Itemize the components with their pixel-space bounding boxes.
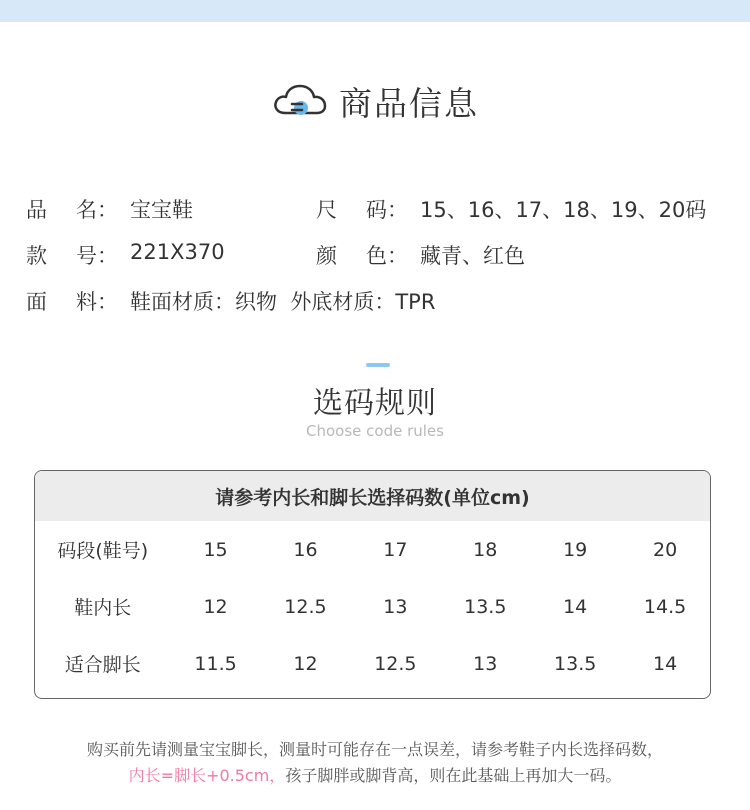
table-cell: 15 bbox=[203, 538, 228, 561]
info-row-2 bbox=[26, 232, 736, 278]
table-cell: 18 bbox=[473, 538, 498, 561]
size-table-caption: 请参考内长和脚长选择码数(单位cm) bbox=[35, 471, 710, 521]
footnote-line-2 bbox=[0, 763, 750, 789]
table-cell: 14 bbox=[652, 652, 678, 675]
footnote-line-2-rest: 孩子脚胖或脚背高，则在此基础上再加大一码。 bbox=[285, 766, 622, 785]
name-label: 品 名： bbox=[26, 198, 118, 222]
color-value: 藏青、红色 bbox=[420, 244, 525, 268]
section-header-product-info bbox=[0, 78, 750, 124]
style-label: 款 号： bbox=[26, 244, 118, 268]
table-cell: 19 bbox=[563, 538, 588, 561]
info-row-1 bbox=[26, 186, 736, 232]
size-value: 15、16、17、18、19、20码 bbox=[420, 198, 707, 222]
table-cell: 12.5 bbox=[284, 595, 327, 618]
table-cell: 11.5 bbox=[194, 652, 237, 675]
cloud-icon bbox=[271, 81, 329, 121]
info-row-3 bbox=[26, 278, 736, 324]
table-cell: 13 bbox=[383, 595, 408, 618]
footnote-highlight: 内长=脚长+0.5cm， bbox=[128, 766, 286, 785]
material-label: 面 料： bbox=[26, 290, 118, 314]
table-row bbox=[35, 521, 710, 578]
rules-subtitle: Choose code rules bbox=[306, 422, 444, 440]
top-decor-band bbox=[0, 0, 750, 22]
name-value: 宝宝鞋 bbox=[130, 198, 193, 222]
table-cell: 13 bbox=[473, 652, 498, 675]
style-value: 221X370 bbox=[130, 240, 225, 264]
table-cell: 12 bbox=[293, 652, 318, 675]
table-cell: 20 bbox=[652, 538, 678, 561]
table-cell: 13.5 bbox=[464, 595, 507, 618]
table-cell: 12 bbox=[203, 595, 228, 618]
table-cell: 13.5 bbox=[554, 652, 597, 675]
section-title: 商品信息 bbox=[339, 83, 479, 123]
table-cell: 14.5 bbox=[643, 595, 687, 618]
size-table bbox=[34, 470, 711, 699]
table-cell: 14 bbox=[563, 595, 588, 618]
table-row bbox=[35, 578, 710, 635]
footnote-line-1: 购买前先请测量宝宝脚长，测量时可能存在一点误差，请参考鞋子内长选择码数， bbox=[86, 740, 663, 759]
table-row bbox=[35, 635, 710, 692]
row-header: 鞋内长 bbox=[74, 597, 132, 619]
accent-bar bbox=[366, 363, 390, 367]
rules-title: 选码规则 bbox=[313, 386, 437, 421]
row-header: 码段(鞋号) bbox=[57, 540, 149, 562]
material-value: 鞋面材质：织物 外底材质：TPR bbox=[130, 290, 436, 314]
product-info-list bbox=[26, 186, 736, 324]
table-cell: 17 bbox=[383, 538, 408, 561]
table-cell: 12.5 bbox=[374, 652, 417, 675]
size-label: 尺 码： bbox=[316, 198, 408, 222]
row-header: 适合脚长 bbox=[64, 654, 141, 676]
table-cell: 16 bbox=[293, 538, 318, 561]
color-label: 颜 色： bbox=[316, 244, 408, 268]
footnote bbox=[0, 737, 750, 789]
